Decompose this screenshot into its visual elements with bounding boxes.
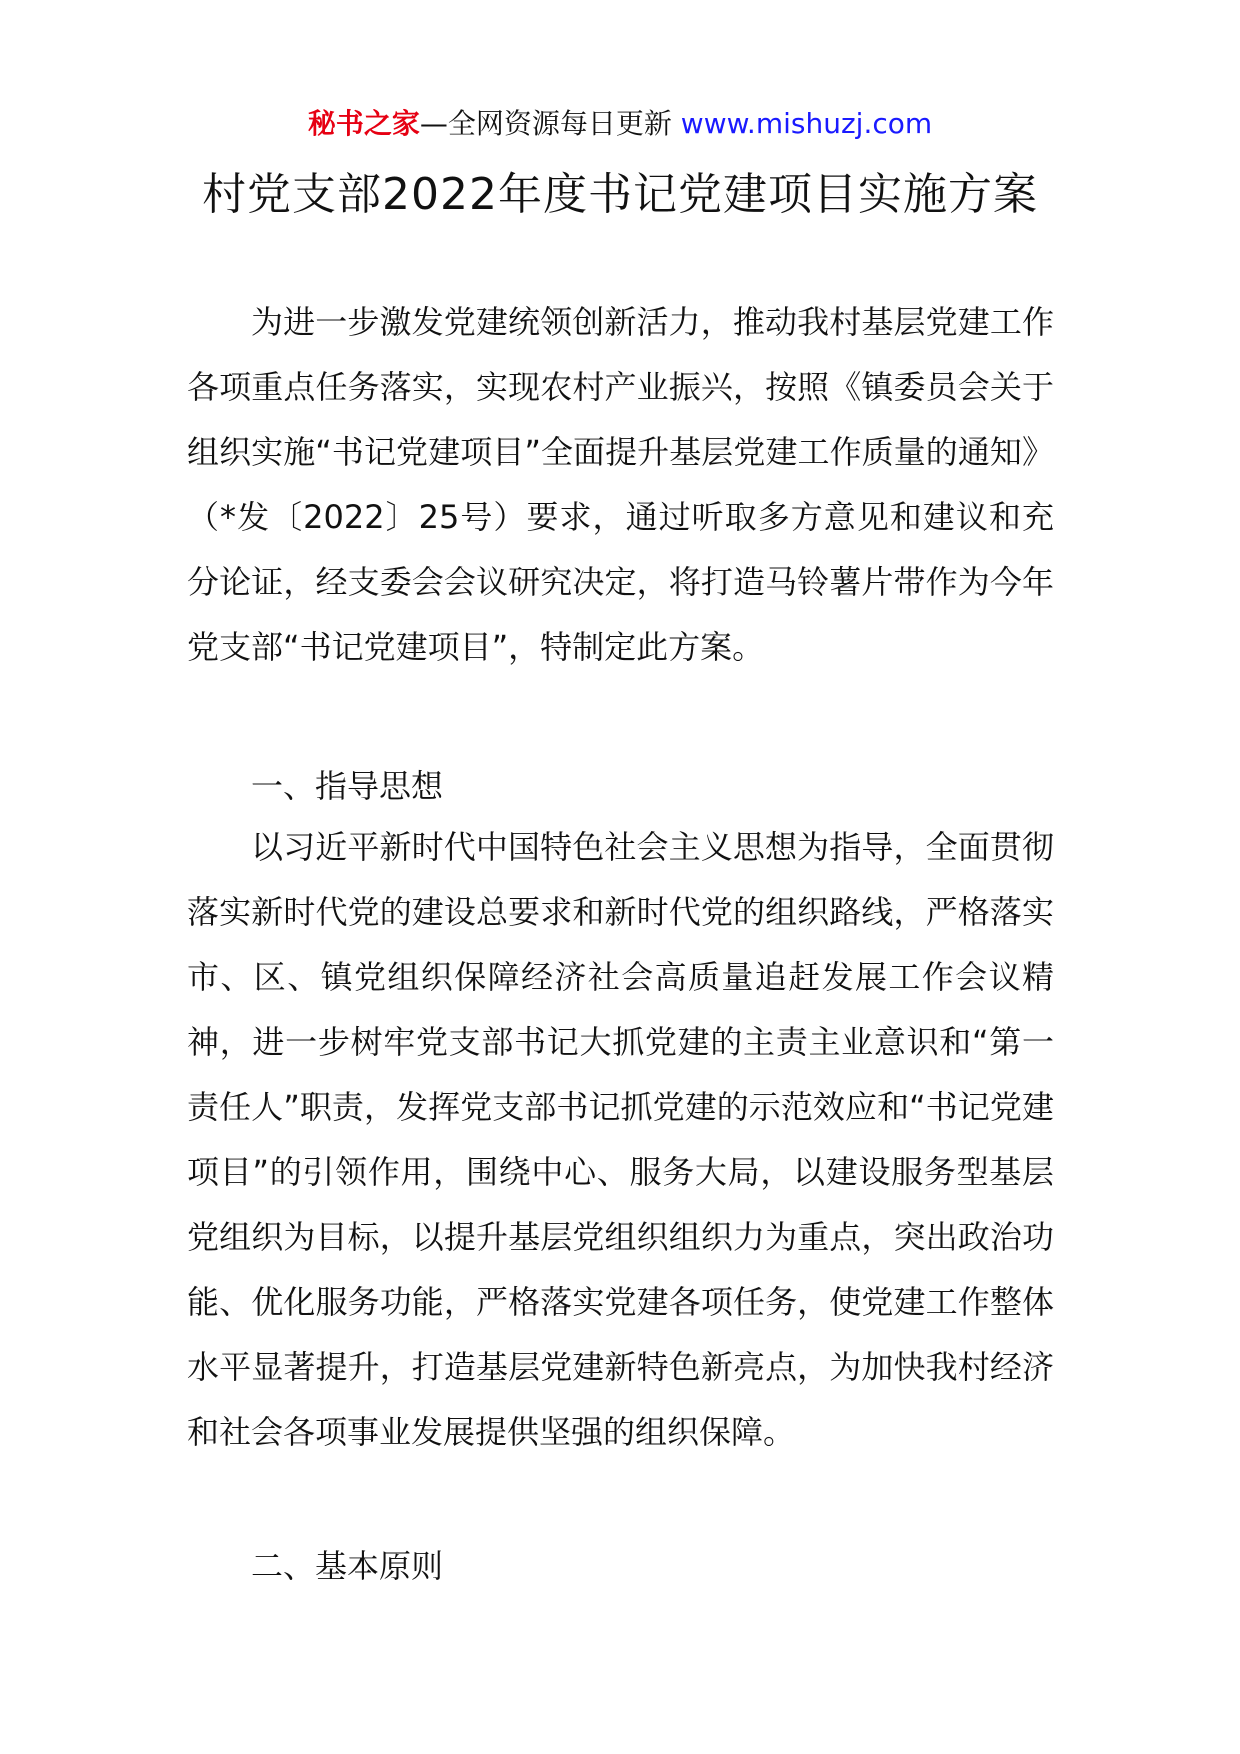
intro-paragraph: 为进一步激发党建统领创新活力，推动我村基层党建工作各项重点任务落实，实现农村产业振兴，按照《镇委员会关于组织实施“书记党建项目”全面提升基层党建工作质量的通知》（*发〔2022〕25号）要求，通过听取多方意见和建议和充分论证，经支委会会议研究决定，将打造马铃薯片带作为今年党支部“书记党建项目”，特制定此方案。 xyxy=(187,303,1054,666)
brand-name: 秘书之家 xyxy=(307,107,420,140)
section-heading-basic-principles: 二、基本原则 xyxy=(251,1547,444,1585)
header-slogan: —全网资源每日更新 xyxy=(419,107,672,140)
document-title: 村党支部2022年度书记党建项目实施方案 xyxy=(202,169,1038,220)
section-heading-guiding-ideology: 一、指导思想 xyxy=(251,767,444,805)
guiding-ideology-paragraph: 以习近平新时代中国特色社会主义思想为指导，全面贯彻落实新时代党的建设总要求和新时代党的组织路线，严格落实市、区、镇党组织保障经济社会高质量追赶发展工作会议精神，进一步树牢党支部书记大抓党建的主责主业意识和“第一责任人”职责，发挥党支部书记抓党建的示范效应和“书记党建项目”的引领作用，围绕中心、服务大局，以建设服务型基层党组织为目标，以提升基层党组织组织力为重点，突出政治功能、优化服务功能，严格落实党建各项任务，使党建工作整体水平显著提升，打造基层党建新特色新亮点，为加快我村经济和社会各项事业发展提供坚强的组织保障。 xyxy=(187,828,1054,1451)
site-header xyxy=(0,104,1240,144)
site-url-link[interactable]: www.mishuzj.com xyxy=(680,107,933,140)
